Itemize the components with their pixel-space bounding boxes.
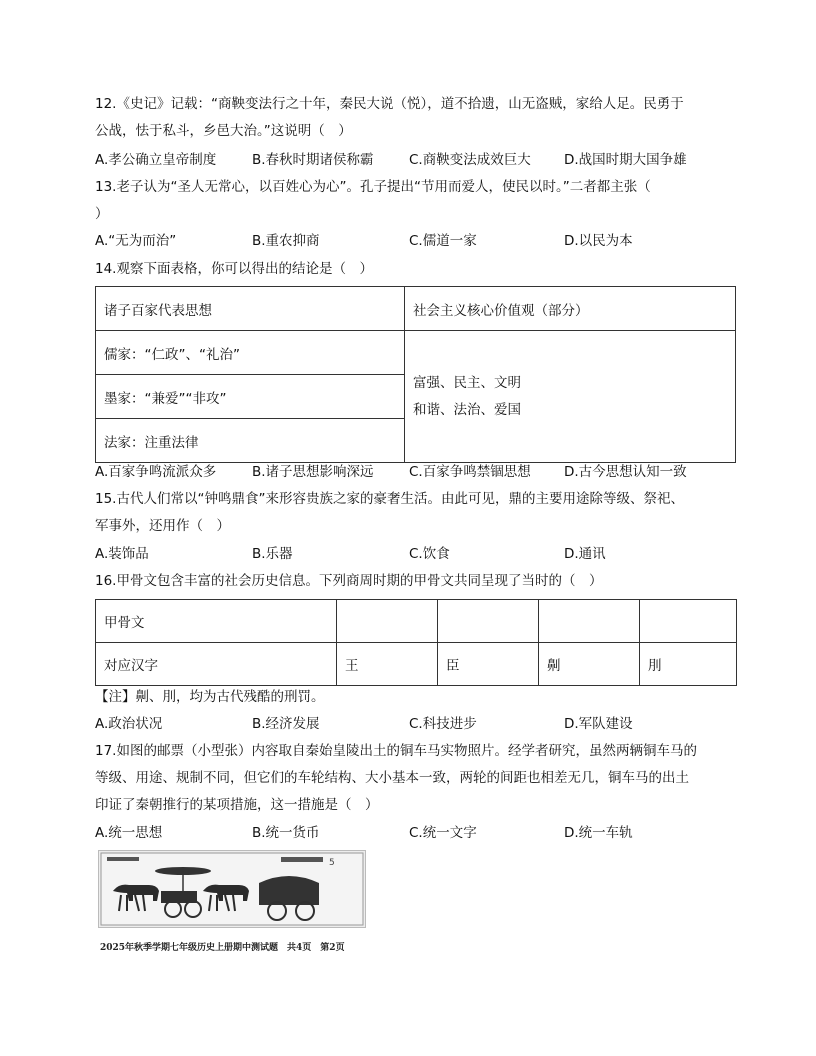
q14-row-legalist: 法家：注重法律 xyxy=(96,419,405,463)
q17-option-a[interactable]: A.统一思想 xyxy=(95,825,163,841)
q14-option-a[interactable]: A.百家争鸣流派众多 xyxy=(95,464,217,480)
q16-option-d[interactable]: D.军队建设 xyxy=(564,716,633,732)
q13-option-a[interactable]: A.“无为而治” xyxy=(95,233,177,249)
q12-stem-line2: 公战，怯于私斗，乡邑大治。”这说明（ ） xyxy=(95,123,352,139)
q14-table xyxy=(95,286,736,463)
q15-stem-line2: 军事外，还用作（ ） xyxy=(95,518,230,534)
q16-stem: 16.甲骨文包含丰富的社会历史信息。下列商周时期的甲骨文共同呈现了当时的（ ） xyxy=(95,573,603,589)
q16-row-oracle-label: 甲骨文 xyxy=(96,600,337,643)
q13-stem-line1: 13.老子认为“圣人无常心，以百姓心为心”。孔子提出“节用而爱人，使民以时。”二者都主张（ xyxy=(95,179,651,195)
q15-option-d[interactable]: D.通讯 xyxy=(564,546,606,562)
q16-option-c[interactable]: C.科技进步 xyxy=(409,716,477,732)
q16-option-a[interactable]: A.政治状况 xyxy=(95,716,163,732)
stamp-value: 5 xyxy=(329,858,335,868)
q17-option-c[interactable]: C.统一文字 xyxy=(409,825,477,841)
q13-option-b[interactable]: B.重农抑商 xyxy=(252,233,320,249)
bronze-chariot-stamp-image xyxy=(98,850,366,928)
q14-values-line1: 富强、民主、文明 xyxy=(413,374,521,391)
q15-stem-line1: 15.古代人们常以“钟鸣鼎食”来形容贵族之家的豪奢生活。由此可见，鼎的主要用途除等级、祭祀、 xyxy=(95,491,684,507)
q14-header-right: 社会主义核心价值观（部分） xyxy=(405,287,736,331)
q13-stem-line2: ） xyxy=(95,206,109,222)
q14-values-line2: 和谐、法治、爱国 xyxy=(413,401,521,418)
q17-option-b[interactable]: B.统一货币 xyxy=(252,825,320,841)
q13-option-c[interactable]: C.儒道一家 xyxy=(409,233,477,249)
q14-option-d[interactable]: D.古今思想认知一致 xyxy=(564,464,687,480)
q16-oracle-glyph-4 xyxy=(640,600,737,643)
q16-row-char-label: 对应汉字 xyxy=(96,643,337,686)
q16-options xyxy=(95,714,735,734)
q16-option-b[interactable]: B.经济发展 xyxy=(252,716,320,732)
q17-options xyxy=(95,823,735,843)
bronze-chariot-illustration xyxy=(99,851,365,927)
q16-oracle-glyph-2 xyxy=(438,600,539,643)
q16-note: 【注】劓、刖，均为古代残酷的刑罚。 xyxy=(95,689,325,705)
q16-oracle-glyph-3 xyxy=(539,600,640,643)
q16-table xyxy=(95,599,737,686)
q14-header-left: 诸子百家代表思想 xyxy=(96,287,405,331)
q15-option-a[interactable]: A.装饰品 xyxy=(95,546,149,562)
q16-char-1: 王 xyxy=(337,643,438,686)
q14-option-b[interactable]: B.诸子思想影响深远 xyxy=(252,464,374,480)
q17-stem-line3: 印证了秦朝推行的某项措施，这一措施是（ ） xyxy=(95,797,379,813)
q14-option-c[interactable]: C.百家争鸣禁锢思想 xyxy=(409,464,531,480)
q15-option-b[interactable]: B.乐器 xyxy=(252,546,293,562)
q12-option-a[interactable]: A.孝公确立皇帝制度 xyxy=(95,152,217,168)
q14-row-confucian: 儒家：“仁政”、“礼治” xyxy=(96,331,405,375)
q14-row-mohist: 墨家：“兼爱”“非攻” xyxy=(96,375,405,419)
q13-options xyxy=(95,231,735,251)
q12-options xyxy=(95,150,735,170)
q17-stem-line2: 等级、用途、规制不同，但它们的车轮结构、大小基本一致，两轮的间距也相差无几，铜车马的出土 xyxy=(95,770,689,786)
q16-char-3: 劓 xyxy=(539,643,640,686)
q17-stem-line1: 17.如图的邮票（小型张）内容取自秦始皇陵出土的铜车马实物照片。经学者研究，虽然两辆铜车马的 xyxy=(95,743,697,759)
q14-stem: 14.观察下面表格，你可以得出的结论是（ ） xyxy=(95,261,373,277)
q12-option-d[interactable]: D.战国时期大国争雄 xyxy=(564,152,687,168)
q12-option-c[interactable]: C.商鞅变法成效巨大 xyxy=(409,152,531,168)
q13-option-d[interactable]: D.以民为本 xyxy=(564,233,633,249)
q15-options xyxy=(95,544,735,564)
q12-stem-line1: 12.《史记》记载：“商鞅变法行之十年，秦民大说（悦），道不拾遗，山无盗贼，家给人足。民勇于 xyxy=(95,96,684,112)
q16-oracle-glyph-1 xyxy=(337,600,438,643)
q17-option-d[interactable]: D.统一车轨 xyxy=(564,825,633,841)
page-footer: 2025年秋季学期七年级历史上册期中测试题 共4页 第2页 xyxy=(100,943,345,953)
q12-option-b[interactable]: B.春秋时期诸侯称霸 xyxy=(252,152,374,168)
q15-option-c[interactable]: C.饮食 xyxy=(409,546,450,562)
q14-options xyxy=(95,462,735,482)
q14-values-cell xyxy=(405,331,736,463)
q16-char-4: 刖 xyxy=(640,643,737,686)
q16-char-2: 臣 xyxy=(438,643,539,686)
